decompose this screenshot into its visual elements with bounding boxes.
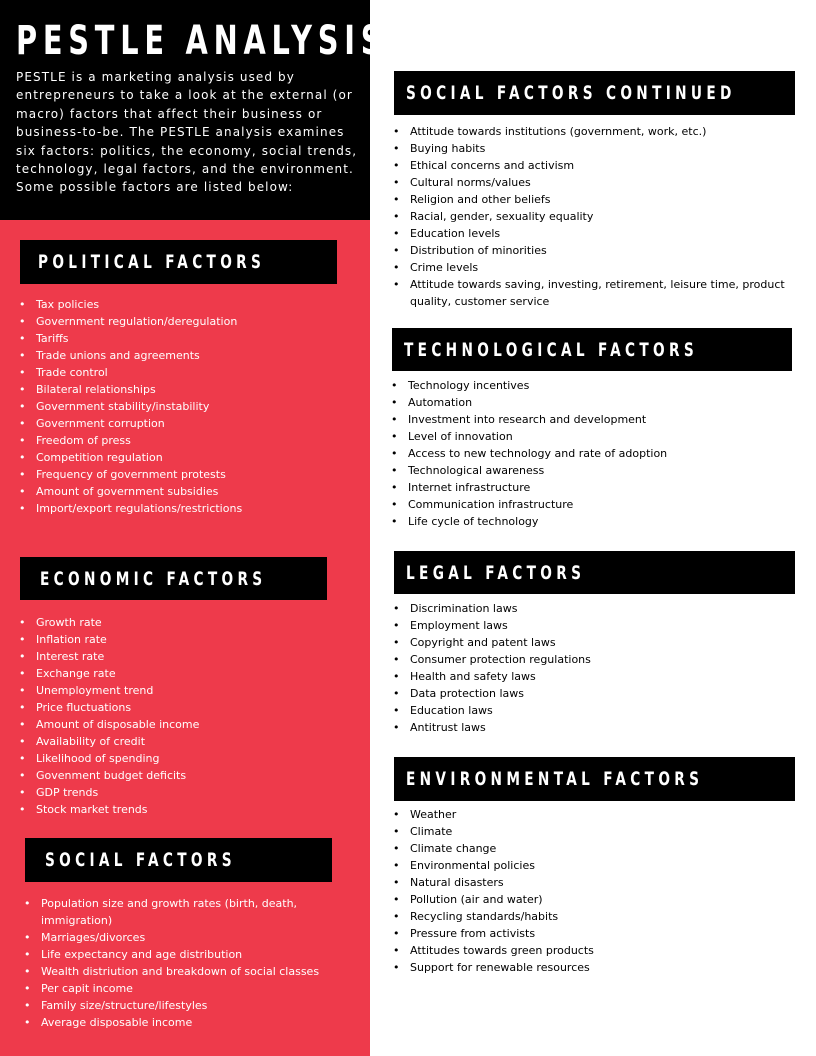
list-item: • Tax policies <box>18 296 363 313</box>
social-factors-heading: SOCIAL FACTORS <box>45 849 236 871</box>
list-item: • Environmental policies <box>392 857 792 874</box>
list-item: • Education laws <box>392 702 792 719</box>
political-factors-header <box>20 240 337 284</box>
technological-factors-header <box>392 328 792 371</box>
list-item: • Trade unions and agreements <box>18 347 363 364</box>
list-item: • Freedom of press <box>18 432 363 449</box>
technological-factors-list <box>390 377 790 530</box>
list-item: • Unemployment trend <box>18 682 363 699</box>
environmental-factors-list <box>392 806 792 976</box>
list-item: • Cultural norms/values <box>392 174 792 191</box>
list-item: • Crime levels <box>392 259 792 276</box>
list-item: • Growth rate <box>18 614 363 631</box>
list-item: • Government stability/instability <box>18 398 363 415</box>
list-item: • Consumer protection regulations <box>392 651 792 668</box>
list-item: • Amount of government subsidies <box>18 483 363 500</box>
list-item: • Racial, gender, sexuality equality <box>392 208 792 225</box>
list-item: • Import/export regulations/restrictions <box>18 500 363 517</box>
list-item: • Average disposable income <box>23 1014 343 1031</box>
list-item: • Data protection laws <box>392 685 792 702</box>
list-item: • Stock market trends <box>18 801 363 818</box>
economic-factors-list <box>18 614 363 818</box>
list-item: • Bilateral relationships <box>18 381 363 398</box>
intro-paragraph: PESTLE is a marketing analysis used by entrepreneurs to take a look at the external (or macro) factors that affect their business or business-to-be. The PESTLE analysis examines six factors: politics, the economy, social trends, technology, legal factors, and the environment. Some possible factors are listed below: <box>16 70 358 195</box>
list-item: • Technological awareness <box>390 462 790 479</box>
list-item: • Internet infrastructure <box>390 479 790 496</box>
list-item: • Per capit income <box>23 980 343 997</box>
list-item: • Copyright and patent laws <box>392 634 792 651</box>
social-factors-list <box>23 895 343 1031</box>
list-item: • Price fluctuations <box>18 699 363 716</box>
list-item: • Employment laws <box>392 617 792 634</box>
environmental-factors-heading: ENVIRONMENTAL FACTORS <box>406 768 704 790</box>
list-item: • Distribution of minorities <box>392 242 792 259</box>
list-item: • Inflation rate <box>18 631 363 648</box>
list-item: • Marriages/divorces <box>23 929 343 946</box>
list-item: • Pollution (air and water) <box>392 891 792 908</box>
list-item: • Climate <box>392 823 792 840</box>
political-factors-list <box>18 296 363 517</box>
list-item: • Government corruption <box>18 415 363 432</box>
list-item: • Government regulation/deregulation <box>18 313 363 330</box>
list-item: • Attitude towards institutions (government, work, etc.) <box>392 123 792 140</box>
list-item: • Investment into research and development <box>390 411 790 428</box>
list-item: • Amount of disposable income <box>18 716 363 733</box>
list-item: • Family size/structure/lifestyles <box>23 997 343 1014</box>
list-item: • Antitrust laws <box>392 719 792 736</box>
list-item: • Recycling standards/habits <box>392 908 792 925</box>
list-item: • Govenment budget deficits <box>18 767 363 784</box>
list-item: • Health and safety laws <box>392 668 792 685</box>
list-item: • Life expectancy and age distribution <box>23 946 343 963</box>
technological-factors-heading: TECHNOLOGICAL FACTORS <box>404 338 698 361</box>
list-item: • Level of innovation <box>390 428 790 445</box>
list-item: • Attitude towards saving, investing, retirement, leisure time, product quality, customer service <box>392 276 792 310</box>
list-item: • Frequency of government protests <box>18 466 363 483</box>
social-factors-header <box>25 838 332 882</box>
list-item: • Communication infrastructure <box>390 496 790 513</box>
list-item: • Ethical concerns and activism <box>392 157 792 174</box>
social-continued-list <box>392 123 792 310</box>
social-continued-header <box>394 71 795 115</box>
list-item: • Interest rate <box>18 648 363 665</box>
legal-factors-heading: LEGAL FACTORS <box>406 561 586 584</box>
page-title: PESTLE ANALYSIS <box>16 18 388 64</box>
list-item: • Religion and other beliefs <box>392 191 792 208</box>
list-item: • Tariffs <box>18 330 363 347</box>
list-item: • Natural disasters <box>392 874 792 891</box>
list-item: • Wealth distriution and breakdown of social classes <box>23 963 343 980</box>
list-item: • Climate change <box>392 840 792 857</box>
environmental-factors-header <box>394 757 795 801</box>
list-item: • Attitudes towards green products <box>392 942 792 959</box>
list-item: • Discrimination laws <box>392 600 792 617</box>
social-continued-heading: SOCIAL FACTORS CONTINUED <box>406 82 736 104</box>
legal-factors-header <box>394 551 795 594</box>
list-item: • Availability of credit <box>18 733 363 750</box>
list-item: • Trade control <box>18 364 363 381</box>
list-item: • Education levels <box>392 225 792 242</box>
intro-box <box>0 0 388 220</box>
list-item: • Support for renewable resources <box>392 959 792 976</box>
list-item: • Access to new technology and rate of adoption <box>390 445 790 462</box>
economic-factors-header <box>20 557 327 600</box>
economic-factors-heading: ECONOMIC FACTORS <box>40 567 267 590</box>
list-item: • Exchange rate <box>18 665 363 682</box>
list-item: • Likelihood of spending <box>18 750 363 767</box>
list-item: • Population size and growth rates (birth, death, immigration) <box>23 895 343 929</box>
list-item: • Pressure from activists <box>392 925 792 942</box>
list-item: • GDP trends <box>18 784 363 801</box>
list-item: • Buying habits <box>392 140 792 157</box>
political-factors-heading: POLITICAL FACTORS <box>38 251 266 273</box>
list-item: • Competition regulation <box>18 449 363 466</box>
list-item: • Automation <box>390 394 790 411</box>
list-item: • Technology incentives <box>390 377 790 394</box>
list-item: • Weather <box>392 806 792 823</box>
legal-factors-list <box>392 600 792 736</box>
list-item: • Life cycle of technology <box>390 513 790 530</box>
